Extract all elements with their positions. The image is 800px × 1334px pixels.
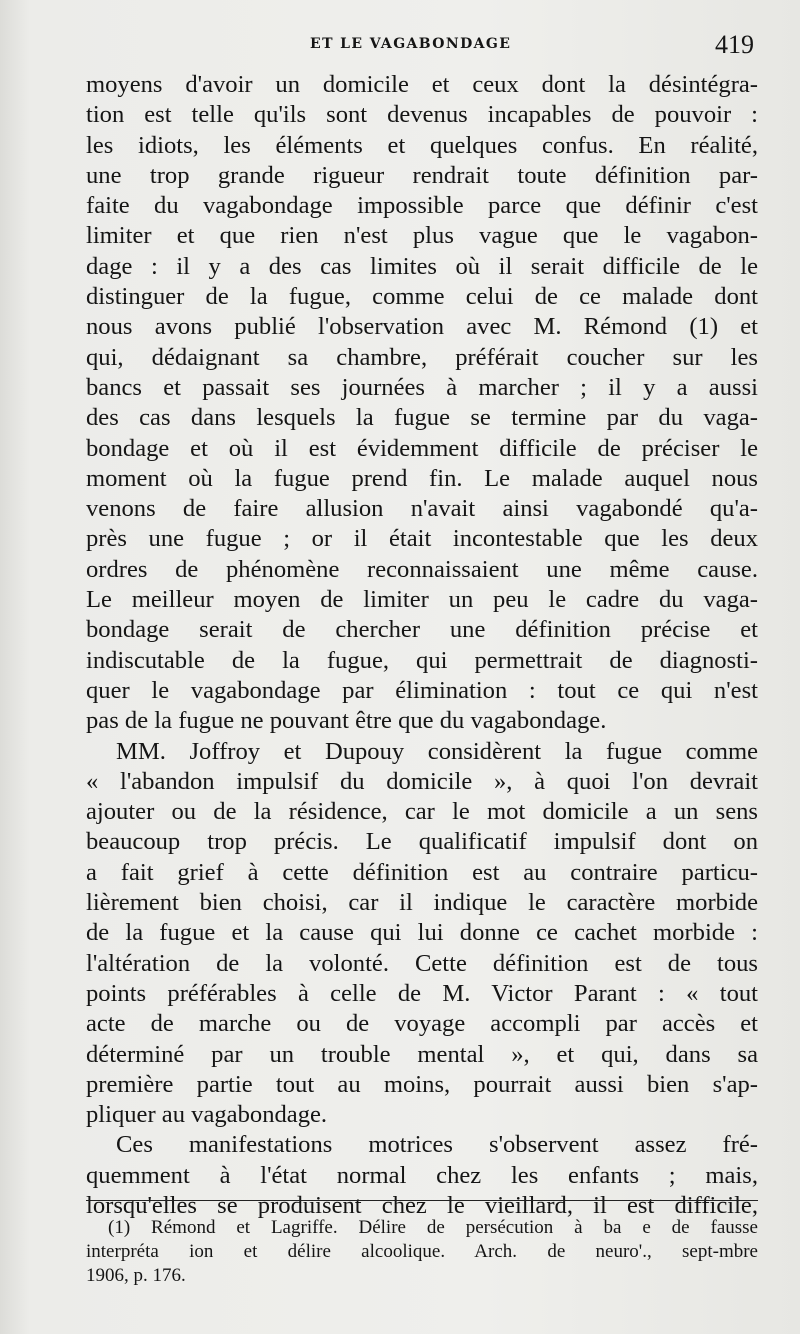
text-line: limiter et que rien n'est plus vague que le vagabon-	[86, 222, 758, 250]
body-text	[86, 70, 758, 1221]
text-line: première partie tout au moins, pourrait aussi bien s'ap-	[86, 1070, 758, 1098]
footnote-line: (1) Rémond et Lagriffe. Délire de persécution à ba e de fausse	[108, 1217, 758, 1238]
text-line: ajouter ou de la résidence, car le mot domicile a un sens	[86, 798, 758, 826]
text-line: beaucoup trop précis. Le qualificatif impulsif dont on	[86, 828, 758, 856]
text-line: venons de faire allusion n'avait ainsi vagabondé qu'a-	[86, 495, 758, 523]
page-number: 419	[715, 30, 754, 59]
footnote-line: 1906, p. 176.	[86, 1265, 186, 1286]
text-line: les idiots, les éléments et quelques confus. En réalité,	[86, 131, 758, 159]
text-line: Ces manifestations motrices s'observent assez fré-	[116, 1131, 758, 1159]
footnote-divider	[86, 1200, 758, 1201]
text-line: a fait grief à cette définition est au contraire particu-	[86, 858, 758, 886]
text-line: « l'abandon impulsif du domicile », à quoi l'on devrait	[86, 767, 758, 795]
text-line: Le meilleur moyen de limiter un peu le cadre du vaga-	[86, 586, 758, 614]
text-line: près une fugue ; or il était incontestable que les deux	[86, 525, 758, 553]
text-line: bondage serait de chercher une définition précise et	[86, 616, 758, 644]
text-line: ordres de phénomène reconnaissaient une même cause.	[86, 555, 758, 583]
text-line: tion est telle qu'ils sont devenus incapables de pouvoir :	[86, 101, 758, 129]
text-line: des cas dans lesquels la fugue se termine par du vaga-	[86, 404, 758, 432]
text-line: distinguer de la fugue, comme celui de ce malade dont	[86, 283, 758, 311]
text-line: quer le vagabondage par élimination : tout ce qui n'est	[86, 676, 758, 704]
text-line: moyens d'avoir un domicile et ceux dont la désintégra-	[86, 71, 758, 98]
text-line: lièrement bien choisi, car il indique le caractère morbide	[86, 889, 758, 917]
text-line: qui, dédaignant sa chambre, préférait coucher sur les	[86, 343, 758, 371]
running-head: ET LE VAGABONDAGE	[310, 36, 512, 52]
text-line: dage : il y a des cas limites où il serait difficile de le	[86, 252, 758, 280]
text-line: quemment à l'état normal chez les enfants ; mais,	[86, 1161, 758, 1189]
page-header	[84, 30, 760, 66]
text-line: bancs et passait ses journées à marcher ; il y a aussi	[86, 373, 758, 401]
text-line: indiscutable de la fugue, qui permettrait de diagnosti-	[86, 646, 758, 674]
text-line: pas de la fugue ne pouvant être que du vagabondage.	[86, 707, 607, 735]
footnote	[86, 1216, 758, 1288]
text-line: moment où la fugue prend fin. Le malade auquel nous	[86, 464, 758, 492]
text-line: l'altération de la volonté. Cette définition est de tous	[86, 949, 758, 977]
text-line: lorsqu'elles se produisent chez le vieillard, il est difficile,	[86, 1191, 758, 1219]
text-line: MM. Joffroy et Dupouy considèrent la fugue comme	[116, 737, 758, 765]
text-line: une trop grande rigueur rendrait toute définition par-	[86, 161, 758, 189]
text-line: points préférables à celle de M. Victor Parant : « tout	[86, 979, 758, 1007]
text-line: de la fugue et la cause qui lui donne ce cachet morbide :	[86, 919, 758, 947]
text-line: déterminé par un trouble mental », et qui, dans sa	[86, 1040, 758, 1068]
text-line: bondage et où il est évidemment difficile de préciser le	[86, 434, 758, 462]
text-line: nous avons publié l'observation avec M. Rémond (1) et	[86, 313, 758, 341]
text-line: pliquer au vagabondage.	[86, 1101, 328, 1129]
text-line: faite du vagabondage impossible parce que définir c'est	[86, 192, 758, 220]
text-line: acte de marche ou de voyage accompli par accès et	[86, 1010, 758, 1038]
footnote-line: interpréta ion et délire alcoolique. Arch. de neuro'., sept-mbre	[86, 1241, 758, 1262]
